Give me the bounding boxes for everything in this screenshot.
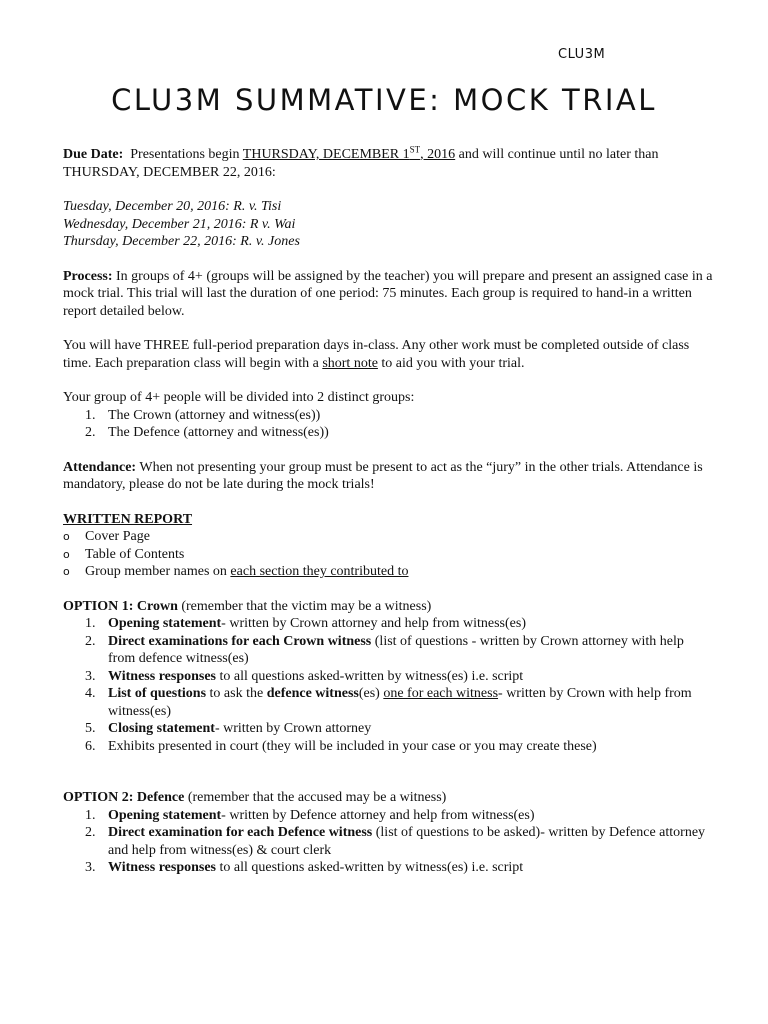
list-item (63, 633, 713, 668)
list-number: 1. (85, 407, 96, 423)
list-number: 1. (85, 616, 96, 631)
written-report-list (63, 528, 713, 581)
list-text: Table of Contents (85, 546, 185, 562)
due-date-start-text: THURSDAY, DECEMBER 1 (242, 147, 410, 162)
bullet-icon: o (63, 547, 70, 561)
list-number: 2. (85, 825, 96, 840)
list-bold: Direct examinations for each Crown witness (108, 633, 372, 649)
underlined-text: each section they contributed to (230, 564, 409, 579)
attendance-paragraph (63, 459, 713, 494)
option1-label: OPTION 1: Crown (63, 598, 178, 614)
written-report-heading: WRITTEN REPORT (63, 511, 193, 527)
list-number: 5. (85, 721, 96, 736)
list-bold: Opening statement (108, 807, 222, 823)
list-number: 2. (85, 633, 96, 649)
list-text: Group member names on (85, 564, 231, 579)
list-text: to ask the (206, 686, 267, 701)
short-note-text: short note (322, 355, 378, 371)
option2-note: (remember that the accused may be a witness) (184, 790, 447, 805)
list-text: - written by Crown attorney (214, 721, 372, 736)
list-bold: Closing statement (108, 721, 215, 736)
option2-label: OPTION 2: Defence (63, 790, 185, 805)
list-number: 3. (85, 668, 96, 684)
course-code: CLU3M (558, 47, 606, 62)
prep-paragraph (63, 337, 713, 372)
underlined-text: one for each witness (383, 686, 499, 701)
attendance-label: Attendance: (63, 459, 137, 475)
groups-intro: Your group of 4+ people will be divided into 2 distinct groups: (63, 390, 415, 405)
groups-list (63, 407, 713, 442)
option1-note: (remember that the victim may be a witness) (177, 598, 432, 614)
list-item (63, 563, 713, 581)
list-bold: defence witness (266, 686, 359, 701)
schedule-line (63, 198, 713, 216)
process-label: Process: (63, 268, 113, 284)
schedule-entry: Thursday, December 22, 2016: R. v. Jones (63, 234, 300, 249)
list-text: The Crown (attorney and witness(es)) (108, 407, 321, 423)
attendance-text: When not presenting your group must be present to act as the “jury” in the other trials. Attendance is mandatory, please do not be late during the mock trials! (63, 459, 703, 492)
list-text: Cover Page (85, 529, 150, 544)
list-number: 2. (85, 425, 96, 440)
list-item (63, 685, 713, 720)
list-text: The Defence (attorney and witness(es)) (108, 425, 329, 440)
list-text: (es) (358, 686, 384, 701)
document-body (63, 146, 713, 877)
list-item (63, 424, 713, 442)
due-date-label: Due Date: (63, 147, 124, 162)
prep-text: You will have THREE full-period preparation days in-class. Any other work must be completed outside of class time. Each preparation class will begin with a (63, 338, 690, 371)
list-text: to all questions asked-written by witness(es) i.e. script (216, 860, 524, 875)
list-number: 4. (85, 686, 96, 701)
list-text: Exhibits presented in court (they will be included in your case or you may create these) (108, 738, 597, 754)
due-date-start (242, 144, 456, 162)
page-title: CLU3M SUMMATIVE: MOCK TRIAL (111, 83, 657, 117)
list-bold: List of questions (108, 686, 207, 701)
schedule-line (63, 233, 713, 251)
due-date-start-year: , 2016 (420, 147, 456, 162)
list-item (63, 738, 713, 756)
due-date-paragraph (63, 146, 713, 181)
list-text: - written by Crown attorney and help from witness(es) (221, 616, 526, 631)
bullet-icon: o (63, 565, 70, 578)
list-item (63, 407, 713, 425)
process-text: In groups of 4+ (groups will be assigned by the teacher) you will prepare and present an assigned case in a mock trial. This trial will last the duration of one period: 75 minutes. Each group is required to hand-in a written report detailed below. (63, 268, 713, 319)
bullet-icon: o (63, 530, 70, 543)
list-item (63, 807, 713, 825)
option1-list (63, 615, 713, 755)
list-item (63, 720, 713, 738)
schedule-entry: Wednesday, December 21, 2016: R v. Wai (63, 216, 296, 232)
list-item (63, 668, 713, 686)
schedule-line (63, 216, 713, 234)
list-number: 3. (85, 860, 96, 875)
list-item (63, 824, 713, 859)
due-date-rest: and will continue until no later than THURSDAY, DECEMBER 22, 2016: (63, 147, 659, 180)
list-text: (list of questions to be asked)- written by Defence attorney and help from witness(es) & court clerk (108, 825, 706, 858)
list-text: (list of questions - written by Crown attorney with help from defence witness(es) (108, 633, 684, 666)
list-item (63, 615, 713, 633)
list-text: to all questions asked-written by witness(es) i.e. script (216, 668, 524, 684)
list-item (63, 528, 713, 546)
option2-heading (63, 789, 713, 807)
list-bold: Direct examination for each Defence witness (108, 825, 373, 840)
due-date-superscript: ST (409, 144, 421, 155)
list-bold: Witness responses (108, 860, 217, 875)
list-text: - written by Defence attorney and help from witness(es) (221, 807, 535, 823)
option2-list (63, 807, 713, 877)
list-item (63, 859, 713, 877)
list-number: 1. (85, 807, 96, 823)
list-text: - written by Crown with help from witness(es) (108, 686, 692, 719)
list-bold: Witness responses (108, 668, 217, 684)
list-item (63, 546, 713, 564)
process-paragraph (63, 268, 713, 321)
option1-heading (63, 598, 713, 616)
list-number: 6. (85, 738, 96, 754)
prep-text-end: to aid you with your trial. (377, 355, 525, 371)
list-bold: Opening statement (108, 616, 222, 631)
due-date-intro: Presentations begin (130, 147, 240, 162)
schedule-entry: Tuesday, December 20, 2016: R. v. Tisi (63, 199, 282, 214)
